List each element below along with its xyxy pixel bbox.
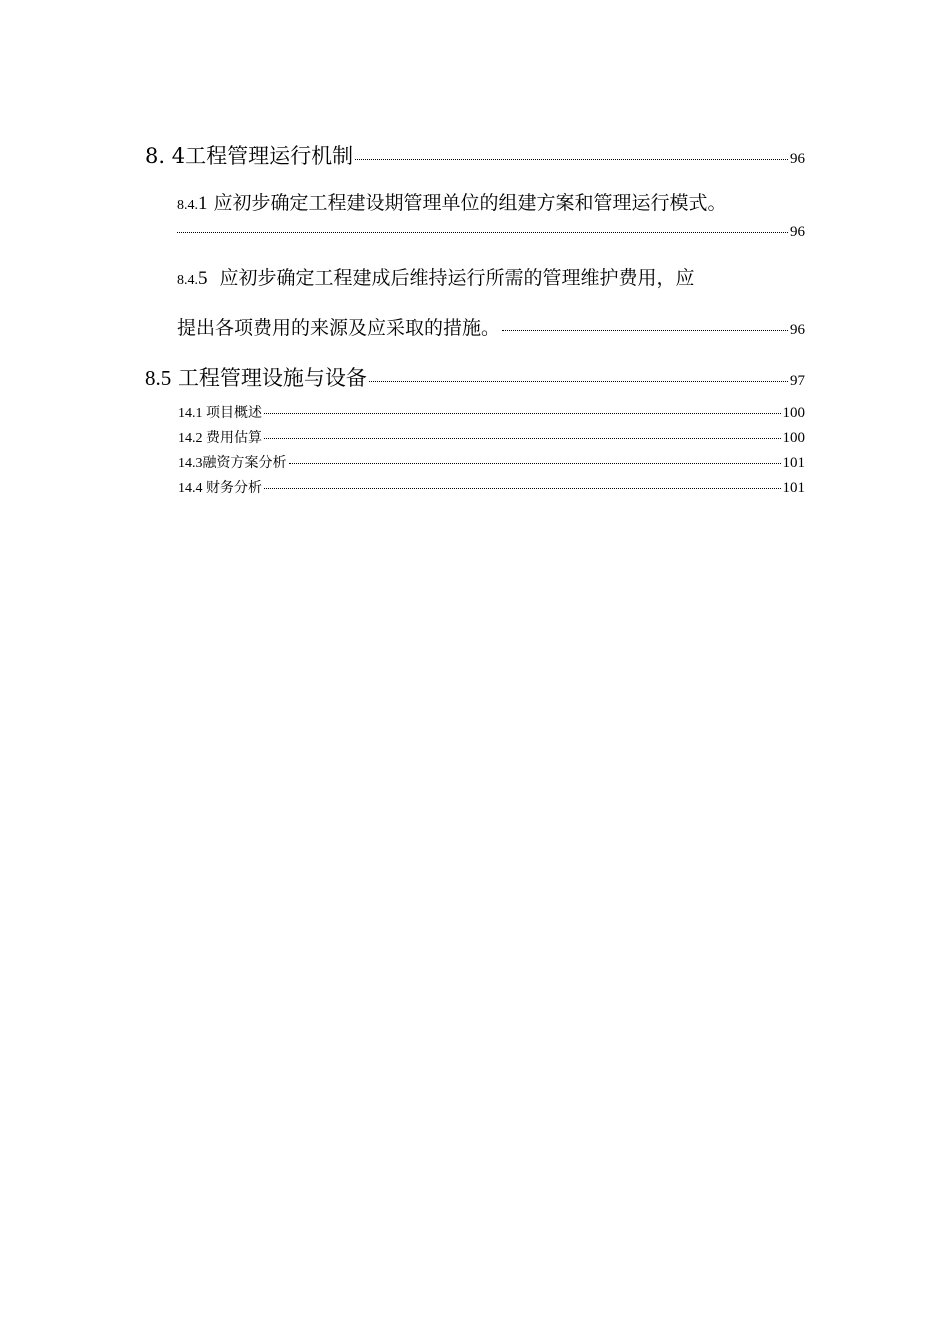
toc-page-number: 101 bbox=[782, 455, 805, 471]
toc-entry-8-4[interactable] bbox=[145, 140, 805, 170]
dot-leader bbox=[502, 330, 788, 331]
toc-entry-number: 8.5 bbox=[145, 366, 172, 390]
toc-entry-label bbox=[145, 140, 353, 170]
dot-leader bbox=[264, 413, 781, 414]
toc-entry-14-2[interactable] bbox=[178, 427, 805, 447]
toc-page-number: 97 bbox=[790, 373, 805, 389]
dot-leader bbox=[264, 438, 781, 439]
dot-leader bbox=[355, 159, 788, 160]
toc-entry-8-5[interactable] bbox=[145, 362, 805, 392]
toc-entry-14-3[interactable] bbox=[178, 452, 805, 472]
toc-entry-number: 14.4 bbox=[178, 481, 203, 496]
toc-entry-number-prefix: 8.4. bbox=[177, 273, 198, 288]
dot-leader bbox=[264, 488, 781, 489]
toc-entry-number: 14.2 bbox=[178, 431, 203, 446]
toc-entry-title-line-1: 应初步确定工程建成后维持运行所需的管理维护费用，应 bbox=[219, 267, 695, 289]
toc-entry-number: 8. 4 bbox=[145, 144, 186, 168]
toc-entry-8-4-1-leader-line[interactable] bbox=[177, 224, 805, 241]
toc-entry-8-4-5-title-line-2[interactable] bbox=[177, 313, 805, 340]
toc-entry-label bbox=[178, 452, 287, 472]
toc-entry-title-line-2: 提出各项费用的来源及应采取的措施。 bbox=[177, 317, 501, 339]
dot-leader bbox=[289, 463, 781, 464]
toc-entry-label bbox=[145, 362, 367, 392]
toc-entry-8-4-1-title-line[interactable] bbox=[177, 188, 727, 215]
toc-entry-label bbox=[178, 477, 262, 497]
dot-leader bbox=[369, 381, 788, 382]
toc-entry-title: 费用估算 bbox=[206, 431, 262, 446]
toc-entry-title: 工程管理设施与设备 bbox=[177, 366, 367, 390]
toc-entry-title: 项目概述 bbox=[206, 406, 262, 421]
toc-page-number: 100 bbox=[782, 405, 805, 421]
toc-entry-title: 工程管理运行机制 bbox=[185, 144, 354, 168]
toc-entry-number: 14.1 bbox=[178, 406, 203, 421]
toc-entry-title: 融资方案分析 bbox=[202, 456, 287, 471]
toc-page-number: 100 bbox=[782, 430, 805, 446]
toc-entry-number: 14.3 bbox=[178, 456, 203, 471]
toc-page-number: 96 bbox=[790, 151, 805, 167]
toc-page-number: 101 bbox=[782, 480, 805, 496]
toc-entry-8-4-5-title-line-1[interactable] bbox=[177, 263, 695, 290]
toc-entry-number-suffix: 5 bbox=[198, 268, 208, 289]
toc-entry-number-suffix: 1 bbox=[198, 193, 208, 214]
dot-leader bbox=[177, 232, 788, 233]
toc-entry-label bbox=[178, 427, 262, 447]
toc-entry-14-4[interactable] bbox=[178, 477, 805, 497]
toc-entry-title: 财务分析 bbox=[206, 481, 262, 496]
toc-entry-label bbox=[178, 402, 262, 422]
toc-entry-title: 应初步确定工程建设期管理单位的组建方案和管理运行模式。 bbox=[213, 192, 727, 214]
toc-entry-14-1[interactable] bbox=[178, 402, 805, 422]
toc-entry-number-prefix: 8.4. bbox=[177, 198, 198, 213]
toc-page-number: 96 bbox=[790, 322, 805, 338]
toc-page-number: 96 bbox=[790, 224, 805, 240]
